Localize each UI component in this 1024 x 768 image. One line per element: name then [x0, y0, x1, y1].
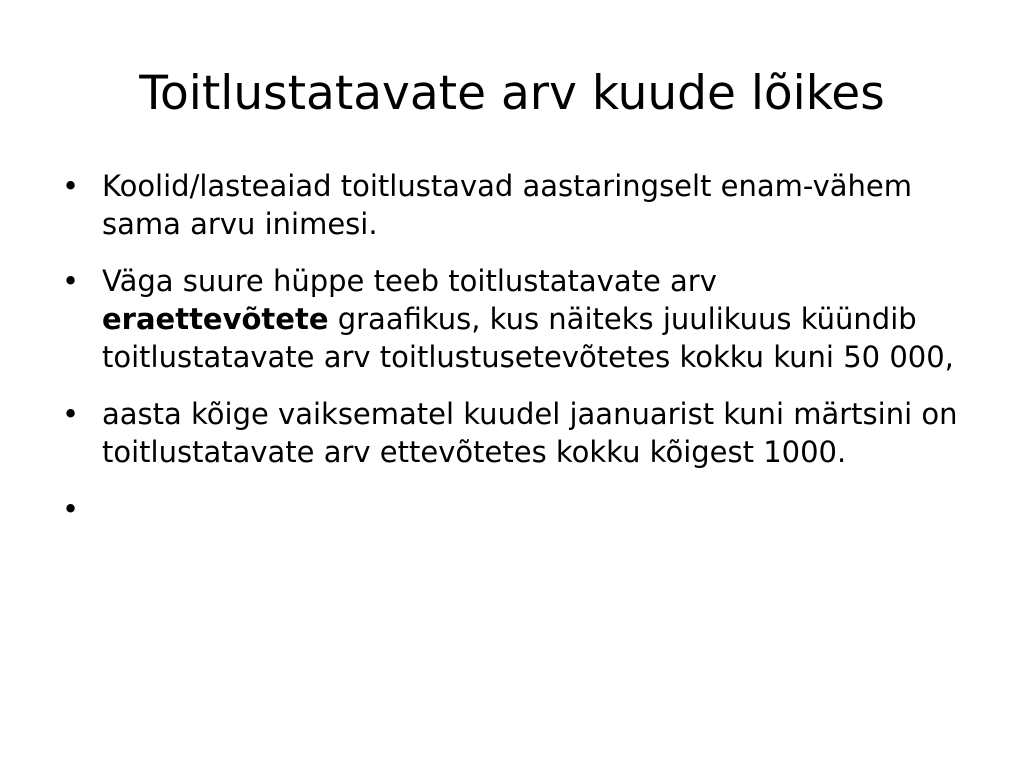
bullet-text: aasta kõige vaiksematel kuudel jaanuarist kuni märtsini on toitlustatavate arv ettevõtetes kokku kõigest 1000.: [102, 397, 958, 469]
bullet-text: Koolid/lasteaiad toitlustavad aastaringselt enam-vähem sama arvu inimesi.: [102, 169, 913, 241]
bullet-item-2: [60, 262, 960, 376]
bullet-icon: •: [62, 264, 80, 298]
slide-title: Toitlustatavate arv kuude lõikes: [139, 66, 885, 121]
bullet-item-1: [60, 167, 960, 243]
bullet-icon: •: [62, 492, 80, 526]
bullet-text-after-bold: graafikus, kus näiteks juulikuus küündib toitlustatavate arv toitlustusetevõtetes kokku kuni 50 000,: [102, 302, 954, 374]
bullet-list: [60, 167, 960, 526]
bullet-icon: •: [62, 397, 80, 431]
bullet-icon: •: [62, 169, 80, 203]
bullet-text-before-bold: Väga suure hüppe teeb toitlustatavate arv: [102, 264, 717, 298]
bullet-item-3: [60, 395, 960, 471]
bold-text: eraettevõtete: [102, 302, 329, 336]
bullet-text: [102, 262, 960, 376]
